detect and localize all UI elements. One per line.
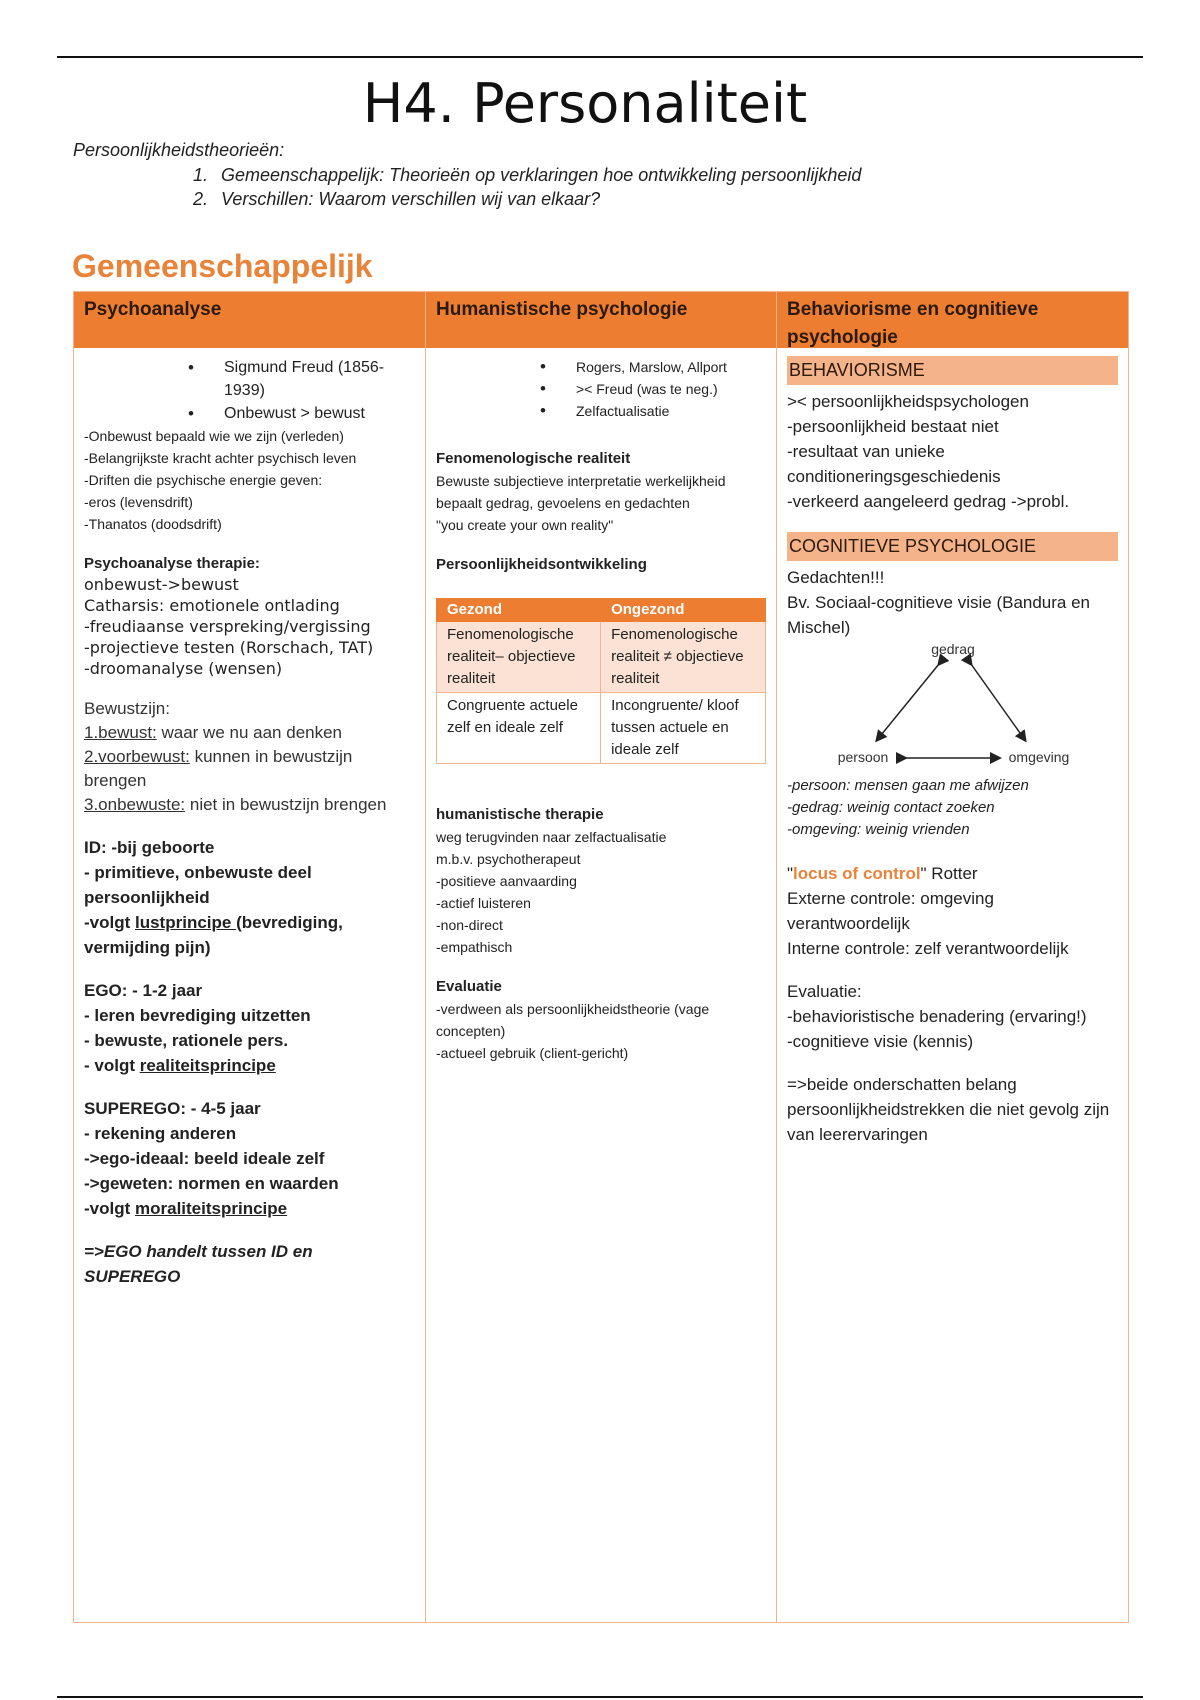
id-title: ID: -bij geboorte	[84, 838, 215, 857]
column-header: Behaviorisme en cognitieve psychologie	[777, 292, 1128, 348]
awareness-desc: waar we nu aan denken	[156, 723, 343, 742]
therapy-line: -non-direct	[436, 917, 503, 933]
column-humanistisch	[426, 292, 777, 1622]
eval-lines	[436, 998, 766, 1064]
diagram-note: -persoon: mensen gaan me afwijzen	[787, 777, 1029, 794]
ego-line: - volgt realiteitsprincipe	[84, 1056, 276, 1075]
therapy-line: weg terugvinden naar zelfactualisatie	[436, 829, 667, 845]
superego-line: -volgt moraliteitsprincipe	[84, 1199, 288, 1218]
arrow-gedrag-persoon	[877, 664, 939, 740]
therapy-line: -positieve aanvaarding	[436, 873, 577, 889]
column-body	[426, 348, 776, 1072]
column-psychoanalyse	[74, 292, 426, 1622]
list-item: • Sigmund Freud (1856-1939)	[188, 356, 415, 402]
therapy-line: -projectieve testen (Rorschach, TAT)	[84, 638, 374, 657]
superego-line: ->ego-ideaal: beeld ideale zelf	[84, 1149, 325, 1168]
table-header: Gezond	[437, 599, 601, 622]
feno-line: "you create your own reality"	[436, 517, 614, 533]
therapy-title: Psychoanalyse therapie:	[84, 555, 260, 572]
ego-block	[84, 978, 415, 1078]
therapy-lines	[436, 826, 766, 958]
awareness-desc: niet in bewustzijn brengen	[185, 795, 387, 814]
diagram-label-omgeving: omgeving	[1008, 749, 1069, 765]
locus-term: locus of control	[793, 864, 921, 883]
table-header: Ongezond	[601, 599, 766, 622]
locus-line: Interne controle: zelf verantwoordelijk	[787, 939, 1069, 958]
cog-line: Bv. Sociaal-cognitieve visie (Bandura en Mischel)	[787, 593, 1091, 637]
column-header: Humanistische psychologie	[426, 292, 776, 348]
beh-line: -persoonlijkheid bestaat niet	[787, 417, 999, 436]
intro-item: 1. Gemeenschappelijk: Theorieën op verklaringen hoe ontwikkeling persoonlijkheid	[213, 165, 861, 186]
therapy-line: Catharsis: emotionele ontlading	[84, 596, 340, 615]
section-heading: Gemeenschappelijk	[72, 248, 373, 284]
conclusion: =>beide onderschatten belang persoonlijkheidstrekken die niet gevolg zijn van leerervaringen	[787, 1075, 1110, 1144]
therapy-line: -droomanalyse (wensen)	[84, 659, 283, 678]
column-body	[777, 348, 1128, 1155]
note-line: -Driften die psychische energie geven:	[84, 472, 323, 488]
cognitieve-heading: COGNITIEVE PSYCHOLOGIE	[787, 532, 1118, 561]
freud-notes	[84, 425, 415, 535]
therapy-line: -freudiaanse verspreking/vergissing	[84, 617, 371, 636]
feno-title: Fenomenologische realiteit	[436, 450, 631, 467]
eval-line: -behavioristische benadering (ervaring!)	[787, 1007, 1087, 1026]
intro-item: 2. Verschillen: Waarom verschillen wij van elkaar?	[213, 189, 861, 210]
diagram-notes	[787, 775, 1118, 841]
feno-text	[436, 470, 766, 536]
arrow-gedrag-omgeving	[971, 664, 1025, 740]
page-title: H4. Personaliteit	[362, 72, 808, 135]
id-block	[84, 835, 415, 960]
development-table	[436, 598, 766, 764]
table-cell: Fenomenologische realiteit ≠ objectieve realiteit	[601, 622, 766, 693]
list-item: • >< Freud (was te neg.)	[540, 378, 766, 400]
note-line: -eros (levensdrift)	[84, 494, 193, 510]
awareness-title: Bewustzijn:	[84, 699, 170, 718]
eval-line: -cognitieve visie (kennis)	[787, 1032, 974, 1051]
eval-title: Evaluatie	[436, 978, 502, 995]
feno-line: Bewuste subjectieve interpretatie werkelijkheid bepaalt gedrag, gevoelens en gedachten	[436, 473, 726, 511]
bottom-rule	[57, 1696, 1143, 1698]
id-line: -volgt lustprincipe (bevrediging, vermijding pijn)	[84, 913, 343, 957]
beh-line: -verkeerd aangeleerd gedrag ->probl.	[787, 492, 1070, 511]
column-body	[74, 348, 425, 1297]
column-behaviorisme	[777, 292, 1128, 1622]
table-cell: Congruente actuele zelf en ideale zelf	[437, 693, 601, 764]
ego-conclusion: =>EGO handelt tussen ID en SUPEREGO	[84, 1242, 313, 1286]
note-line: -Onbewust bepaald wie we zijn (verleden)	[84, 428, 344, 444]
bullet-list	[540, 356, 766, 422]
therapy-line: -empathisch	[436, 939, 513, 955]
superego-block	[84, 1096, 415, 1221]
therapy-title: humanistische therapie	[436, 806, 604, 823]
table-cell: Incongruente/ kloof tussen actuele en ideale zelf	[601, 693, 766, 764]
diagram-label-persoon: persoon	[837, 749, 888, 765]
eval-line: -verdween als persoonlijkheidstheorie (vage concepten)	[436, 1001, 710, 1039]
eval-line: -actueel gebruik (client-gericht)	[436, 1045, 629, 1061]
awareness-term: 1.bewust:	[84, 723, 157, 742]
superego-line: ->geweten: normen en waarden	[84, 1174, 339, 1193]
theory-table	[73, 291, 1129, 1623]
therapy-line: onbewust->bewust	[84, 575, 239, 594]
therapy-line: -actief luisteren	[436, 895, 531, 911]
ego-line: - leren bevrediging uitzetten	[84, 1006, 311, 1025]
locus-line: Externe controle: omgeving verantwoordelijk	[787, 889, 994, 933]
id-line: - primitieve, onbewuste deel persoonlijkheid	[84, 863, 312, 907]
top-rule	[57, 56, 1143, 58]
table-row	[437, 622, 766, 693]
triad-diagram	[803, 640, 1103, 775]
diagram-label-gedrag: gedrag	[930, 641, 975, 657]
therapy-line: m.b.v. psychotherapeut	[436, 851, 581, 867]
awareness-item	[84, 721, 415, 745]
beh-line: -resultaat van unieke conditioneringsgeschiedenis	[787, 442, 1001, 486]
superego-title: SUPEREGO: - 4-5 jaar	[84, 1099, 261, 1118]
superego-line: - rekening anderen	[84, 1124, 237, 1143]
table-row	[437, 693, 766, 764]
ego-title: EGO: - 1-2 jaar	[84, 981, 203, 1000]
diagram-note: -omgeving: weinig vrienden	[787, 821, 970, 838]
list-item: • Onbewust > bewust	[188, 402, 415, 425]
intro	[73, 140, 861, 213]
eval-title: Evaluatie:	[787, 982, 862, 1001]
column-header: Psychoanalyse	[74, 292, 425, 348]
note-line: -Thanatos (doodsdrift)	[84, 516, 222, 532]
awareness	[84, 697, 415, 817]
intro-list	[73, 165, 861, 210]
locus-of-control: "locus of control" Rotter	[787, 864, 978, 883]
beh-line: >< persoonlijkheidspsychologen	[787, 392, 1029, 411]
table-cell: Fenomenologische realiteit– objectieve realiteit	[437, 622, 601, 693]
diagram-note: -gedrag: weinig contact zoeken	[787, 799, 995, 816]
cog-line: Gedachten!!!	[787, 568, 885, 587]
list-item: • Rogers, Marslow, Allport	[540, 356, 766, 378]
awareness-desc: kunnen in bewustzijn brengen	[84, 747, 353, 790]
behaviorisme-heading: BEHAVIORISME	[787, 356, 1118, 385]
note-line: -Belangrijkste kracht achter psychisch leven	[84, 450, 357, 466]
list-item: • Zelfactualisatie	[540, 400, 766, 422]
intro-heading: Persoonlijkheidstheorieën:	[73, 140, 285, 160]
awareness-item	[84, 745, 415, 793]
ego-line: - bewuste, rationele pers.	[84, 1031, 289, 1050]
dev-title: Persoonlijkheidsontwikkeling	[436, 556, 647, 573]
bullet-list	[188, 356, 415, 425]
therapy-lines	[84, 574, 415, 679]
awareness-term: 2.voorbewust:	[84, 747, 190, 766]
awareness-item	[84, 793, 415, 817]
awareness-term: 3.onbewuste:	[84, 795, 186, 814]
